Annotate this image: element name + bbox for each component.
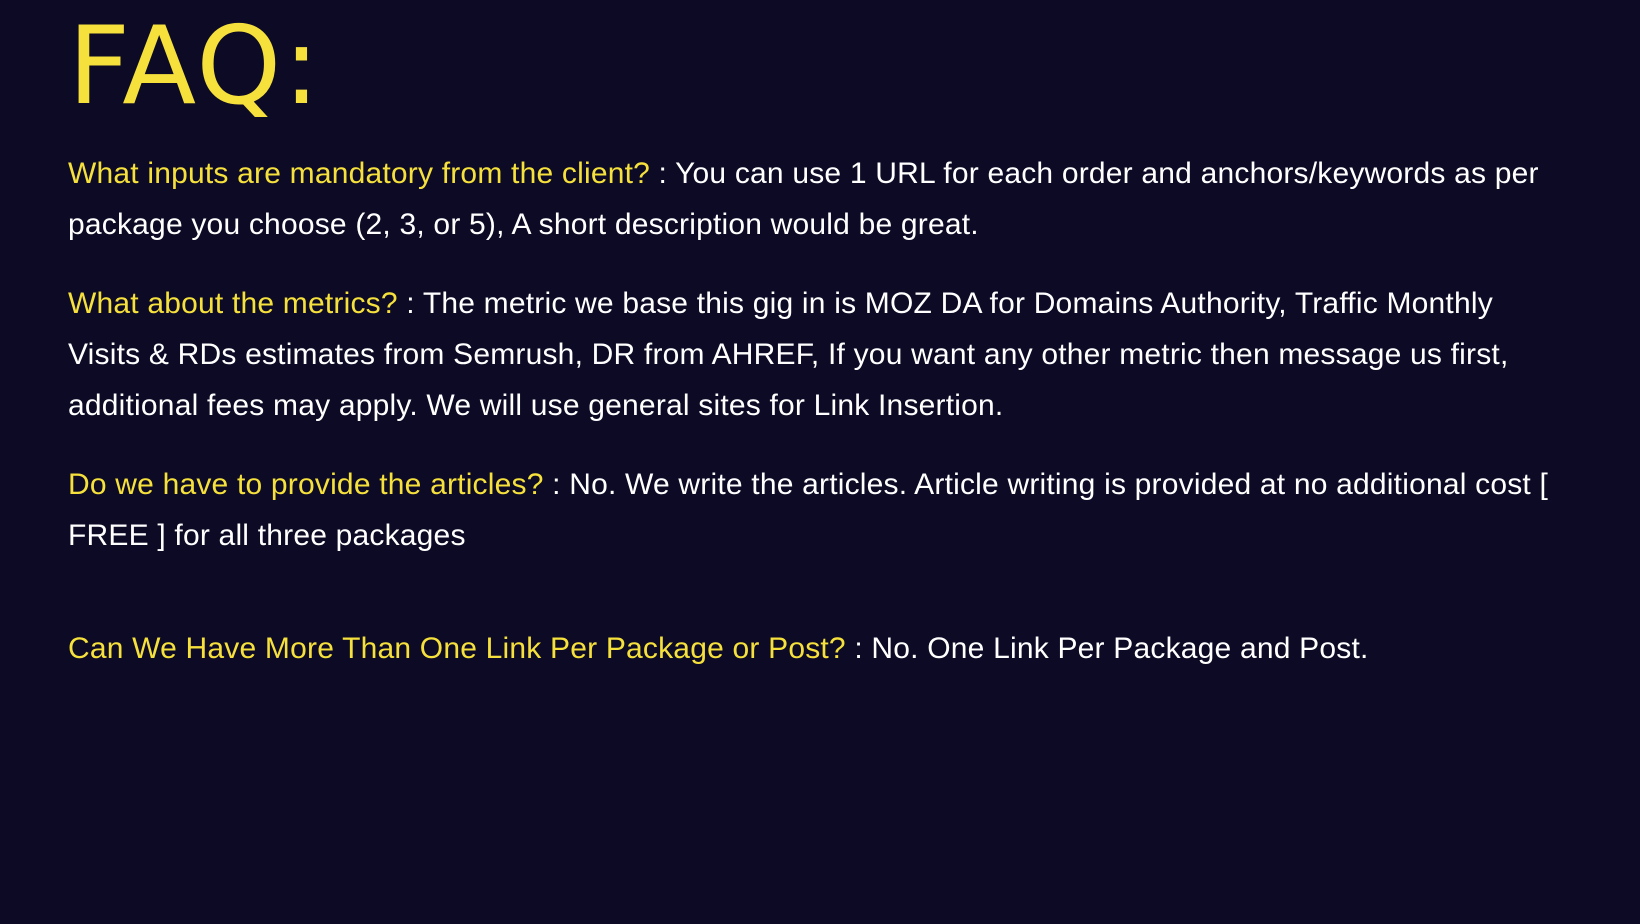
faq-question: Do we have to provide the articles? (68, 468, 544, 501)
faq-question: What about the metrics? (68, 287, 398, 320)
faq-answer: : You can use 1 URL for each order and anchors/keywords as per package you choose (2, 3, or 5), A short description would be great. (68, 157, 1539, 241)
faq-item (68, 459, 1568, 561)
faq-answer: : No. We write the articles. Article writing is provided at no additional cost [ FREE ] for all three packages (68, 468, 1549, 552)
faq-list (68, 148, 1568, 702)
faq-item (68, 278, 1568, 431)
faq-answer: : The metric we base this gig in is MOZ DA for Domains Authority, Traffic Monthly Visits & RDs estimates from Semrush, DR from AHREF, If you want any other metric then message us first, additional fees may apply. We will use general sites for Link Insertion. (68, 287, 1509, 422)
faq-question: What inputs are mandatory from the client? (68, 157, 651, 190)
faq-question: Can We Have More Than One Link Per Package or Post? (68, 632, 846, 665)
page-title: FAQ: (68, 4, 322, 129)
faq-item (68, 623, 1568, 674)
faq-item (68, 148, 1568, 250)
faq-answer: : No. One Link Per Package and Post. (845, 632, 1369, 665)
